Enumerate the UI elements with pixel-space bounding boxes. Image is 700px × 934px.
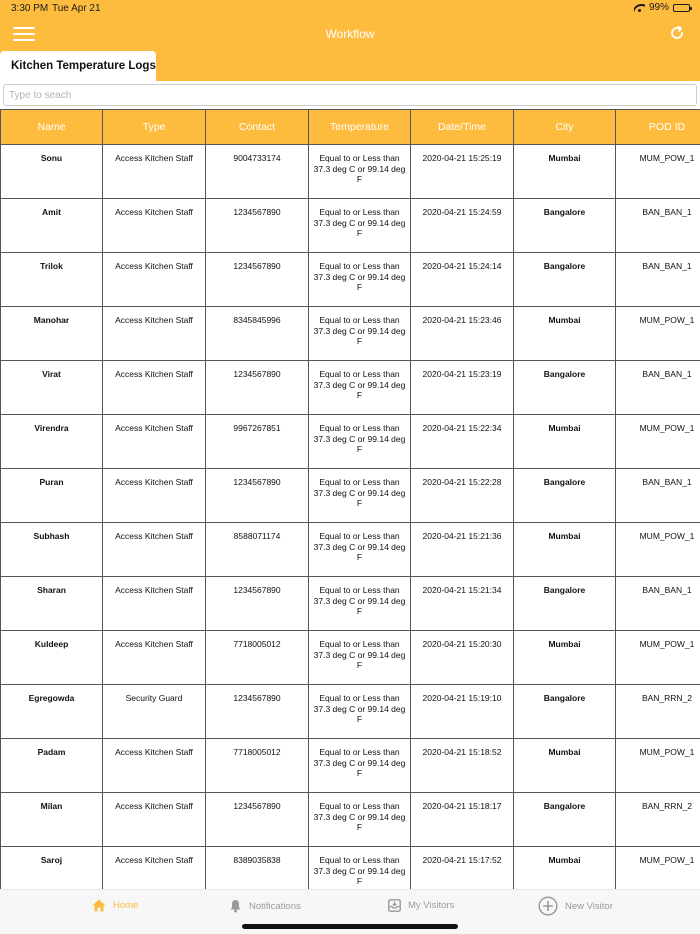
cell-city: Bangalore — [514, 685, 616, 739]
nav-home[interactable] — [92, 899, 138, 912]
cell-datetime: 2020-04-21 15:25:19 — [411, 145, 514, 199]
cell-datetime: 2020-04-21 15:22:28 — [411, 469, 514, 523]
cell-contact: 1234567890 — [206, 361, 309, 415]
cell-pod-id: BAN_BAN_1 — [616, 469, 700, 523]
tab-kitchen-temperature-logs[interactable]: Kitchen Temperature Logs — [0, 51, 156, 81]
table-row[interactable] — [1, 631, 700, 685]
cell-pod-id: BAN_BAN_1 — [616, 361, 700, 415]
cell-name: Virat — [1, 361, 103, 415]
nav-my-visitors-label: My Visitors — [408, 900, 455, 911]
cell-contact: 8588071174 — [206, 523, 309, 577]
column-header-pod-id: POD ID — [616, 110, 700, 145]
cell-name: Trilok — [1, 253, 103, 307]
home-icon — [92, 899, 106, 912]
bell-icon — [229, 899, 242, 913]
plus-circle-icon — [538, 896, 558, 916]
cell-datetime: 2020-04-21 15:20:30 — [411, 631, 514, 685]
cell-contact: 7718005012 — [206, 631, 309, 685]
cell-type: Access Kitchen Staff — [103, 469, 206, 523]
cell-temperature: Equal to or Less than 37.3 deg C or 99.14 deg F — [309, 739, 411, 793]
table-row[interactable] — [1, 469, 700, 523]
table-row[interactable] — [1, 199, 700, 253]
column-header-datetime: Date/Time — [411, 110, 514, 145]
cell-datetime: 2020-04-21 15:24:14 — [411, 253, 514, 307]
cell-type: Access Kitchen Staff — [103, 253, 206, 307]
cell-name: Egregowda — [1, 685, 103, 739]
cell-contact: 1234567890 — [206, 577, 309, 631]
cell-temperature: Equal to or Less than 37.3 deg C or 99.14 deg F — [309, 523, 411, 577]
status-indicators — [634, 2, 690, 13]
cell-pod-id: MUM_POW_1 — [616, 523, 700, 577]
cell-temperature: Equal to or Less than 37.3 deg C or 99.14 deg F — [309, 145, 411, 199]
cell-contact: 1234567890 — [206, 253, 309, 307]
cell-name: Sharan — [1, 577, 103, 631]
cell-contact: 1234567890 — [206, 685, 309, 739]
cell-type: Access Kitchen Staff — [103, 793, 206, 847]
cell-datetime: 2020-04-21 15:22:34 — [411, 415, 514, 469]
cell-pod-id: BAN_BAN_1 — [616, 199, 700, 253]
table-row[interactable] — [1, 361, 700, 415]
cell-datetime: 2020-04-21 15:19:10 — [411, 685, 514, 739]
column-header-temperature: Temperature — [309, 110, 411, 145]
cell-datetime: 2020-04-21 15:21:34 — [411, 577, 514, 631]
cell-contact: 8345845996 — [206, 307, 309, 361]
table-row[interactable] — [1, 577, 700, 631]
cell-name: Subhash — [1, 523, 103, 577]
cell-name: Saroj — [1, 847, 103, 890]
cell-contact: 9004733174 — [206, 145, 309, 199]
cell-city: Bangalore — [514, 199, 616, 253]
column-header-type: Type — [103, 110, 206, 145]
cell-contact: 1234567890 — [206, 793, 309, 847]
cell-temperature: Equal to or Less than 37.3 deg C or 99.14 deg F — [309, 631, 411, 685]
cell-datetime: 2020-04-21 15:24:59 — [411, 199, 514, 253]
inbox-icon — [388, 899, 401, 912]
table-row[interactable] — [1, 415, 700, 469]
cell-pod-id: MUM_POW_1 — [616, 145, 700, 199]
cell-type: Access Kitchen Staff — [103, 199, 206, 253]
cell-contact: 8389035838 — [206, 847, 309, 890]
nav-new-visitor[interactable] — [538, 896, 613, 916]
cell-contact: 1234567890 — [206, 469, 309, 523]
cell-pod-id: MUM_POW_1 — [616, 307, 700, 361]
table-row[interactable] — [1, 793, 700, 847]
battery-icon — [673, 4, 690, 12]
wifi-icon — [634, 4, 645, 12]
cell-temperature: Equal to or Less than 37.3 deg C or 99.14 deg F — [309, 199, 411, 253]
cell-city: Bangalore — [514, 469, 616, 523]
cell-type: Access Kitchen Staff — [103, 361, 206, 415]
cell-pod-id: BAN_RRN_2 — [616, 685, 700, 739]
column-header-name: Name — [1, 110, 103, 145]
cell-temperature: Equal to or Less than 37.3 deg C or 99.14 deg F — [309, 307, 411, 361]
cell-type: Access Kitchen Staff — [103, 415, 206, 469]
cell-type: Access Kitchen Staff — [103, 847, 206, 890]
cell-city: Mumbai — [514, 739, 616, 793]
column-header-contact: Contact — [206, 110, 309, 145]
cell-temperature: Equal to or Less than 37.3 deg C or 99.14 deg F — [309, 847, 411, 890]
cell-contact: 7718005012 — [206, 739, 309, 793]
table-row[interactable] — [1, 739, 700, 793]
cell-temperature: Equal to or Less than 37.3 deg C or 99.14 deg F — [309, 415, 411, 469]
nav-notifications-label: Notifications — [249, 900, 301, 912]
cell-city: Mumbai — [514, 415, 616, 469]
table-header-row — [1, 110, 700, 145]
cell-temperature: Equal to or Less than 37.3 deg C or 99.14 deg F — [309, 361, 411, 415]
cell-pod-id: BAN_BAN_1 — [616, 577, 700, 631]
cell-name: Padam — [1, 739, 103, 793]
cell-name: Manohar — [1, 307, 103, 361]
cell-name: Puran — [1, 469, 103, 523]
cell-name: Sonu — [1, 145, 103, 199]
status-date: Tue Apr 21 — [52, 3, 101, 14]
cell-pod-id: BAN_BAN_1 — [616, 253, 700, 307]
table-row[interactable] — [1, 253, 700, 307]
temperature-log-table — [0, 109, 700, 889]
table-row[interactable] — [1, 523, 700, 577]
cell-city: Bangalore — [514, 793, 616, 847]
cell-city: Mumbai — [514, 847, 616, 890]
cell-type: Access Kitchen Staff — [103, 631, 206, 685]
cell-temperature: Equal to or Less than 37.3 deg C or 99.14 deg F — [309, 469, 411, 523]
page-title: Workflow — [325, 27, 375, 41]
cell-pod-id: MUM_POW_1 — [616, 739, 700, 793]
table-row[interactable] — [1, 307, 700, 361]
cell-datetime: 2020-04-21 15:18:52 — [411, 739, 514, 793]
nav-new-visitor-label: New Visitor — [565, 900, 613, 912]
home-indicator[interactable] — [242, 924, 458, 929]
cell-name: Amit — [1, 199, 103, 253]
cell-temperature: Equal to or Less than 37.3 deg C or 99.14 deg F — [309, 793, 411, 847]
table-row[interactable] — [1, 685, 700, 739]
cell-type: Access Kitchen Staff — [103, 307, 206, 361]
cell-pod-id: MUM_POW_1 — [616, 847, 700, 890]
search-input[interactable] — [3, 84, 697, 106]
cell-temperature: Equal to or Less than 37.3 deg C or 99.14 deg F — [309, 577, 411, 631]
cell-temperature: Equal to or Less than 37.3 deg C or 99.14 deg F — [309, 253, 411, 307]
cell-datetime: 2020-04-21 15:23:19 — [411, 361, 514, 415]
cell-city: Mumbai — [514, 523, 616, 577]
cell-city: Bangalore — [514, 253, 616, 307]
refresh-icon[interactable] — [669, 25, 685, 41]
table-row[interactable] — [1, 847, 700, 890]
cell-contact: 9967267851 — [206, 415, 309, 469]
cell-datetime: 2020-04-21 15:18:17 — [411, 793, 514, 847]
column-header-city: City — [514, 110, 616, 145]
nav-my-visitors[interactable] — [388, 899, 454, 912]
nav-notifications[interactable] — [229, 899, 301, 913]
cell-pod-id: MUM_POW_1 — [616, 415, 700, 469]
cell-city: Mumbai — [514, 145, 616, 199]
cell-city: Mumbai — [514, 631, 616, 685]
cell-datetime: 2020-04-21 15:23:46 — [411, 307, 514, 361]
cell-type: Access Kitchen Staff — [103, 739, 206, 793]
cell-pod-id: MUM_POW_1 — [616, 631, 700, 685]
cell-type: Access Kitchen Staff — [103, 523, 206, 577]
cell-name: Kuldeep — [1, 631, 103, 685]
cell-type: Access Kitchen Staff — [103, 577, 206, 631]
cell-datetime: 2020-04-21 15:17:52 — [411, 847, 514, 890]
cell-city: Bangalore — [514, 361, 616, 415]
cell-pod-id: BAN_RRN_2 — [616, 793, 700, 847]
nav-home-label: Home — [113, 900, 139, 911]
cell-name: Milan — [1, 793, 103, 847]
cell-city: Bangalore — [514, 577, 616, 631]
cell-contact: 1234567890 — [206, 199, 309, 253]
table-row[interactable] — [1, 145, 700, 199]
cell-type: Access Kitchen Staff — [103, 145, 206, 199]
cell-city: Mumbai — [514, 307, 616, 361]
cell-name: Virendra — [1, 415, 103, 469]
cell-temperature: Equal to or Less than 37.3 deg C or 99.14 deg F — [309, 685, 411, 739]
cell-datetime: 2020-04-21 15:21:36 — [411, 523, 514, 577]
battery-percent: 99% — [648, 2, 669, 13]
app-header — [0, 0, 700, 81]
status-time: 3:30 PM — [11, 3, 49, 14]
cell-type: Security Guard — [103, 685, 206, 739]
